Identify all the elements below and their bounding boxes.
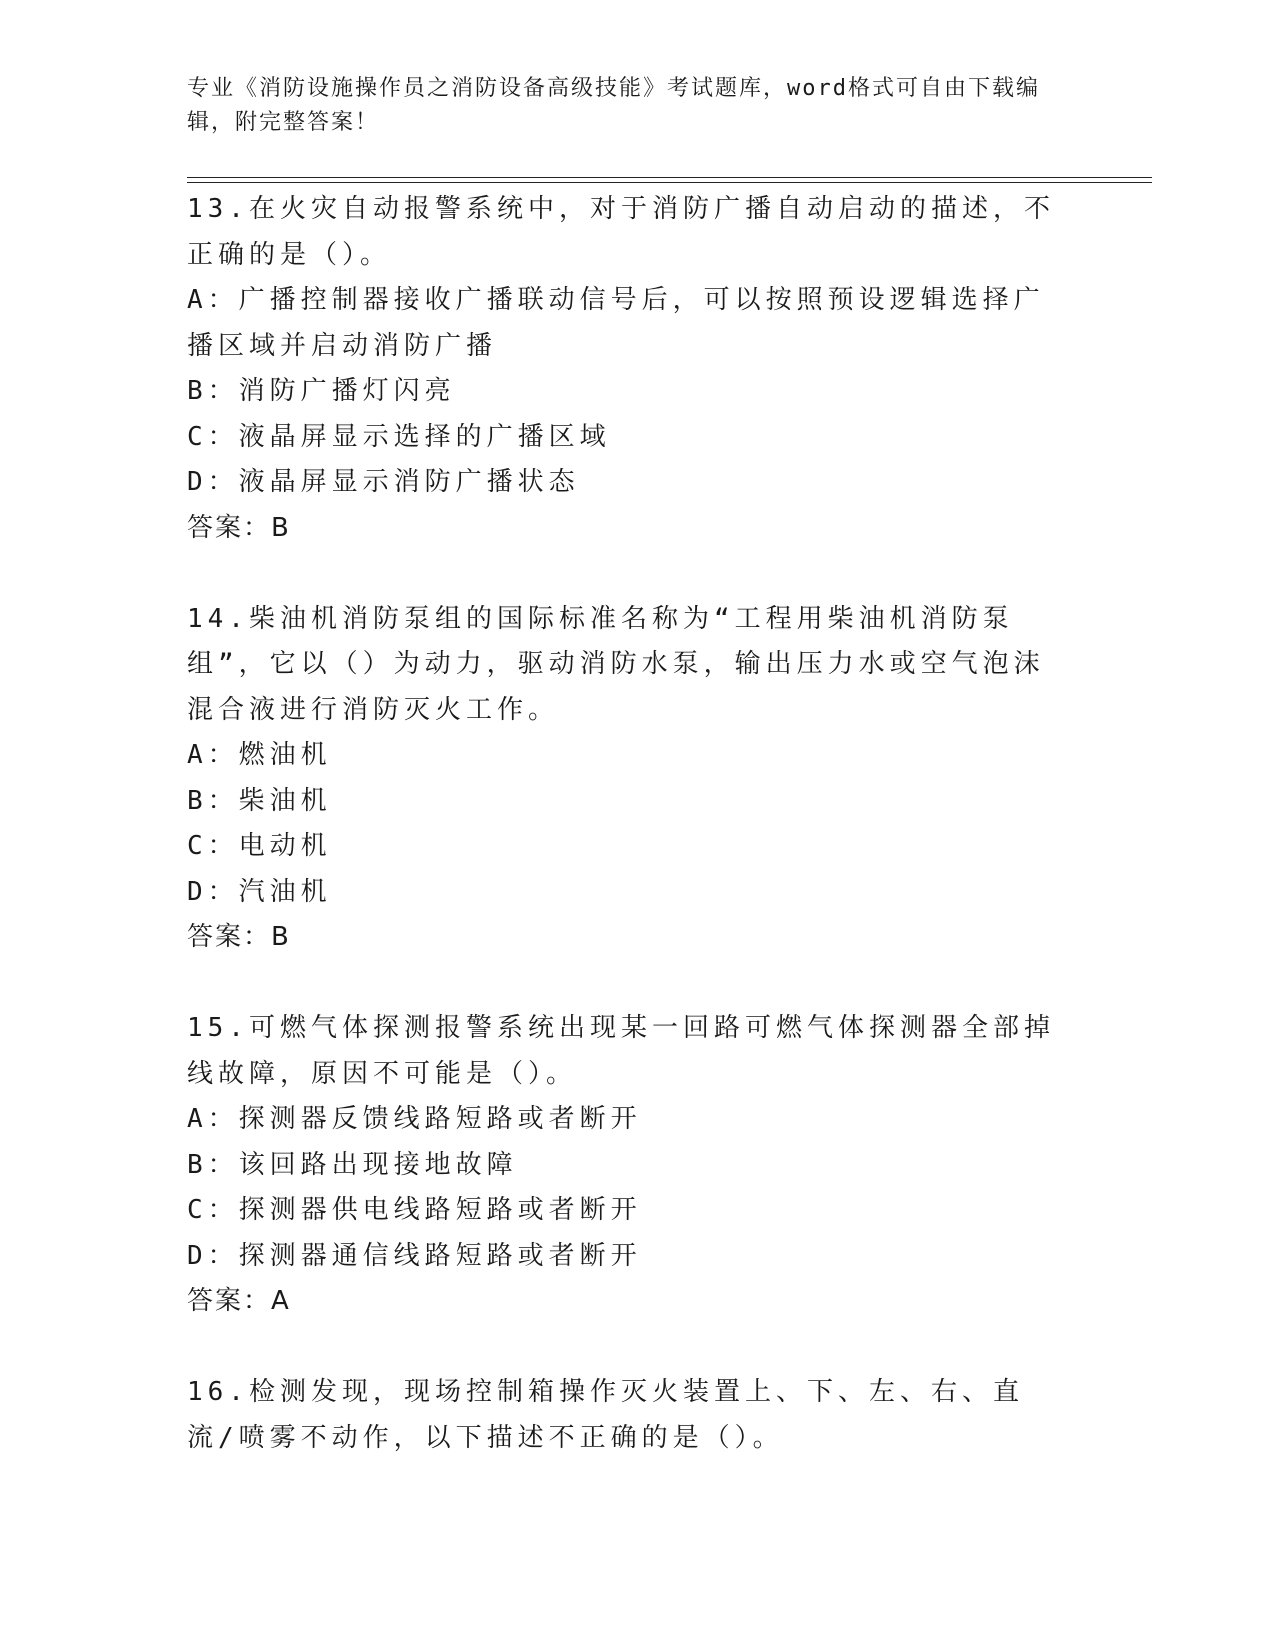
option-c: C：液晶屏显示选择的广播区域 [187,421,611,452]
document-header: 专业《消防设施操作员之消防设备高级技能》考试题库，word格式可自由下载编辑，附完整答案！ [187,76,1040,135]
answer: 答案：B [187,512,291,543]
option-a: A：燃油机 [187,740,332,770]
answer: 答案：B [187,922,291,952]
question-list [187,187,1067,1461]
question-13 [187,187,1067,551]
spacer [187,961,1067,1007]
question-text: 13.在火灾自动报警系统中，对于消防广播自动启动的描述，不正确的是（）。 [187,194,1055,270]
question-text: 16.检测发现，现场控制箱操作灭火装置上、下、左、右、直流/喷雾不动作，以下描述不正确的是（）。 [187,1377,1024,1453]
header-divider [187,177,1152,178]
option-b: B：消防广播灯闪亮 [187,376,456,406]
option-c: C：探测器供电线路短路或者断开 [187,1195,642,1225]
option-d: D：探测器通信线路短路或者断开 [187,1240,642,1271]
option-b: B：柴油机 [187,785,332,816]
question-text: 15.可燃气体探测报警系统出现某一回路可燃气体探测器全部掉线故障，原因不可能是（）。 [187,1013,1055,1089]
option-c: C：电动机 [187,831,332,861]
option-a: A：广播控制器接收广播联动信号后，可以按照预设逻辑选择广播区域并启动消防广播 [187,285,1045,361]
option-b: B：该回路出现接地故障 [187,1149,518,1180]
question-15 [187,1006,1067,1325]
header-divider-second [187,182,1152,183]
question-14 [187,597,1067,961]
option-d: D：液晶屏显示消防广播状态 [187,467,580,497]
answer: 答案：A [187,1286,291,1316]
option-d: D：汽油机 [187,876,332,907]
question-16 [187,1370,1067,1461]
spacer [187,551,1067,597]
question-text: 14.柴油机消防泵组的国际标准名称为“工程用柴油机消防泵组”，它以（）为动力，驱动消防水泵，输出压力水或空气泡沫混合液进行消防灭火工作。 [187,603,1045,725]
option-a: A：探测器反馈线路短路或者断开 [187,1104,642,1134]
spacer [187,1325,1067,1371]
